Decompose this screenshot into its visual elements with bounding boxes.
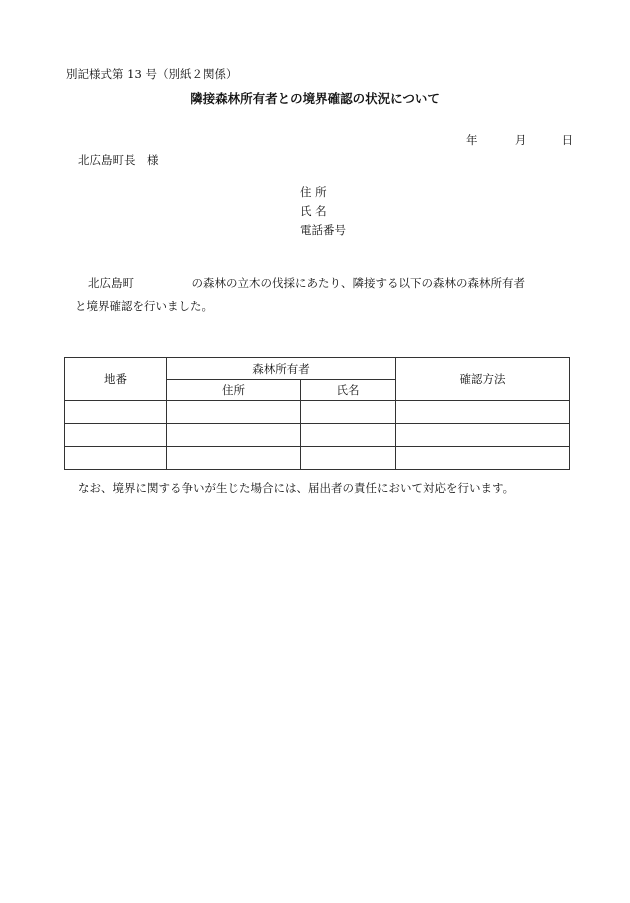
cell-confirmation-method [396, 424, 570, 447]
addressee: 北広島町長 様 [78, 153, 159, 167]
body-text-line-2: と境界確認を行いました。 [75, 299, 213, 313]
cell-lot-number [65, 447, 167, 470]
table-row [65, 401, 570, 424]
header-forest-owner: 森林所有者 [167, 358, 396, 380]
body-text-line-1: 北広島町 の森林の立木の伐採にあたり、隣接する以下の森林の森林所有者 [88, 276, 525, 290]
cell-owner-address [167, 447, 301, 470]
cell-confirmation-method [396, 401, 570, 424]
cell-lot-number [65, 401, 167, 424]
document-title: 隣接森林所有者との境界確認の状況について [190, 91, 440, 106]
date-month-label: 月 [514, 133, 527, 147]
cell-owner-name [301, 401, 396, 424]
cell-confirmation-method [396, 447, 570, 470]
cell-owner-name [301, 447, 396, 470]
cell-lot-number [65, 424, 167, 447]
table-row [65, 424, 570, 447]
applicant-name-label: 氏 名 [300, 204, 327, 218]
applicant-address-label: 住 所 [300, 185, 327, 199]
form-number: 別記様式第 13 号（別紙２関係） [66, 67, 238, 81]
header-owner-address: 住所 [167, 380, 301, 401]
responsibility-note: なお、境界に関する争いが生じた場合には、届出者の責任において対応を行います。 [78, 481, 515, 495]
cell-owner-address [167, 424, 301, 447]
header-owner-name: 氏名 [301, 380, 396, 401]
date-day-label: 日 [561, 133, 574, 147]
table-row [65, 447, 570, 470]
cell-owner-name [301, 424, 396, 447]
header-confirmation-method: 確認方法 [396, 358, 570, 401]
date-line [466, 132, 573, 148]
applicant-phone-label: 電話番号 [300, 223, 346, 237]
header-lot-number: 地番 [65, 358, 167, 401]
date-year-label: 年 [466, 133, 478, 147]
cell-owner-address [167, 401, 301, 424]
boundary-confirmation-table [64, 357, 570, 470]
